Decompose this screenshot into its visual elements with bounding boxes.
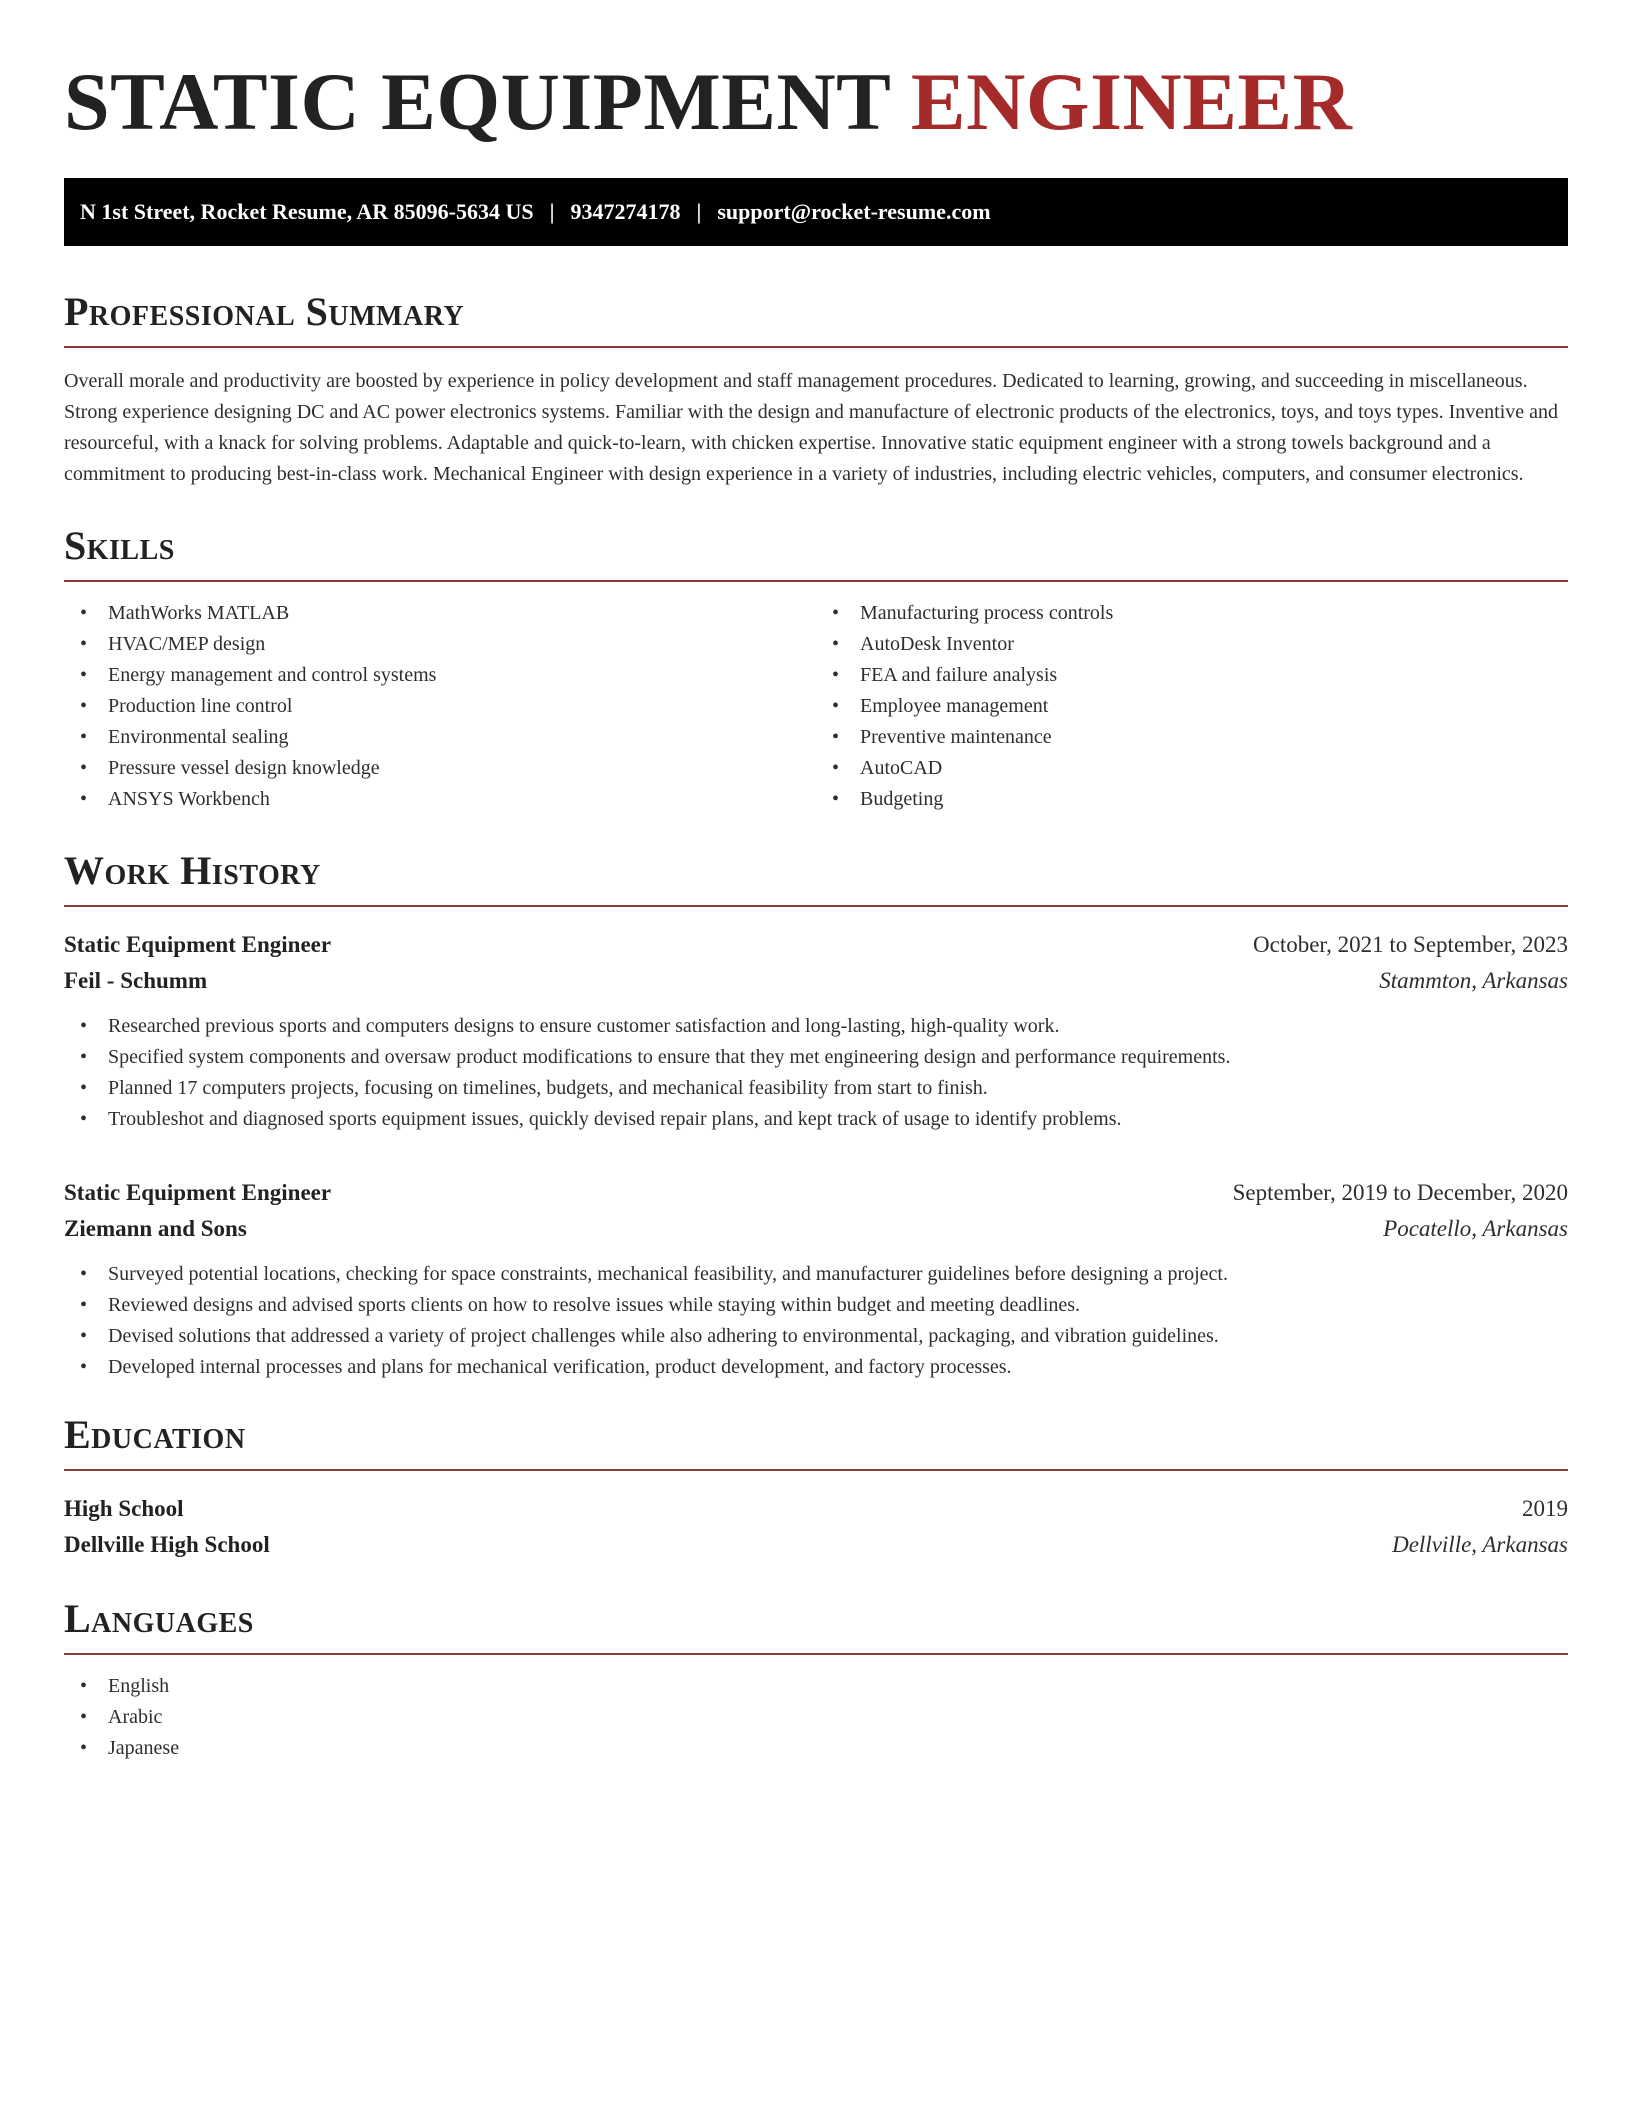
job-bullet: • Developed internal processes and plans for mechanical verification, product development, and factory processes. <box>64 1352 1568 1383</box>
job-company: Ziemann and Sons <box>64 1216 247 1241</box>
education-location: Dellville, Arkansas <box>1392 1532 1568 1557</box>
job-role: Static Equipment Engineer <box>64 1180 332 1205</box>
skill-item: • Environmental sealing <box>64 722 816 753</box>
job-company: Feil - Schumm <box>64 968 208 993</box>
languages-section <box>64 1593 1568 1764</box>
section-title-skills: Skills <box>64 520 1568 582</box>
job-entry <box>64 927 1568 1135</box>
title-accent: ENGINEER <box>910 56 1353 147</box>
education-degree: High School <box>64 1496 184 1521</box>
education-header-row <box>64 1491 1568 1527</box>
language-item: • English <box>64 1671 1568 1702</box>
skill-item: • Energy management and control systems <box>64 660 816 691</box>
resume-title <box>64 52 1568 152</box>
skill-item: • Production line control <box>64 691 816 722</box>
skills-column-left <box>64 598 816 815</box>
skills-section <box>64 520 1568 815</box>
education-school: Dellville High School <box>64 1532 270 1557</box>
job-bullets <box>64 1259 1568 1383</box>
skills-list-right <box>816 598 1568 815</box>
job-header-row <box>64 927 1568 963</box>
contact-separator: | <box>696 199 702 224</box>
skill-item: • FEA and failure analysis <box>816 660 1568 691</box>
skill-item: • HVAC/MEP design <box>64 629 816 660</box>
section-title-education: Education <box>64 1409 1568 1471</box>
job-bullet: • Researched previous sports and computers designs to ensure customer satisfaction and long-lasting, high-quality work. <box>64 1011 1568 1042</box>
skill-item: • Employee management <box>816 691 1568 722</box>
job-bullet: • Specified system components and oversaw product modifications to ensure that they met engineering design and performance requirements. <box>64 1042 1568 1073</box>
job-bullets <box>64 1011 1568 1135</box>
education-school-row <box>64 1527 1568 1563</box>
job-role: Static Equipment Engineer <box>64 932 332 957</box>
work-history-section <box>64 845 1568 1383</box>
job-bullet: • Surveyed potential locations, checking for space constraints, mechanical feasibility, and manufacturer guidelines before designing a project. <box>64 1259 1568 1290</box>
skills-column-right <box>816 598 1568 815</box>
job-header-row <box>64 1175 1568 1211</box>
job-bullet: • Planned 17 computers projects, focusing on timelines, budgets, and mechanical feasibility from start to finish. <box>64 1073 1568 1104</box>
skill-item: • MathWorks MATLAB <box>64 598 816 629</box>
summary-text: Overall morale and productivity are boosted by experience in policy development and staff management procedures. Dedicated to learning, growing, and succeeding in miscellaneous. Strong experience designing DC and AC power electronics systems. Familiar with the design and manufacture of electronic products of the electronics, toys, and toys types. Inventive and resourceful, with a knack for solving problems. Adaptable and quick-to-learn, with chicken expertise. Innovative static equipment engineer with a strong towels background and a commitment to producing best-in-class work. Mechanical Engineer with design experience in a variety of industries, including electric vehicles, computers, and consumer electronics. <box>64 370 1559 485</box>
education-entry <box>64 1491 1568 1563</box>
skills-list-left <box>64 598 816 815</box>
contact-email: support@rocket-resume.com <box>717 199 991 224</box>
job-bullet: • Reviewed designs and advised sports clients on how to resolve issues while staying within budget and meeting deadlines. <box>64 1290 1568 1321</box>
language-item: • Arabic <box>64 1702 1568 1733</box>
job-dates: September, 2019 to December, 2020 <box>1232 1180 1568 1205</box>
contact-phone: 9347274178 <box>570 199 681 224</box>
section-title-summary: Professional Summary <box>64 286 1568 348</box>
skill-item: • Budgeting <box>816 784 1568 815</box>
section-title-languages: Languages <box>64 1593 1568 1655</box>
job-entry <box>64 1175 1568 1383</box>
skill-item: • AutoDesk Inventor <box>816 629 1568 660</box>
skill-item: • Pressure vessel design knowledge <box>64 753 816 784</box>
education-section <box>64 1409 1568 1563</box>
job-dates: October, 2021 to September, 2023 <box>1253 932 1568 957</box>
contact-address: N 1st Street, Rocket Resume, AR 85096-5634 US <box>80 199 534 224</box>
job-location: Stammton, Arkansas <box>1379 968 1568 993</box>
language-item: • Japanese <box>64 1733 1568 1764</box>
job-bullet: • Devised solutions that addressed a variety of project challenges while also adhering to environmental, packaging, and vibration guidelines. <box>64 1321 1568 1352</box>
contact-bar <box>64 178 1568 246</box>
skill-item: • AutoCAD <box>816 753 1568 784</box>
languages-list <box>64 1671 1568 1764</box>
job-company-row <box>64 963 1568 999</box>
skill-item: • Preventive maintenance <box>816 722 1568 753</box>
job-company-row <box>64 1211 1568 1247</box>
education-year: 2019 <box>1522 1496 1568 1521</box>
title-main: STATIC EQUIPMENT <box>64 56 890 147</box>
skill-item: • Manufacturing process controls <box>816 598 1568 629</box>
job-location: Pocatello, Arkansas <box>1383 1216 1568 1241</box>
skill-item: • ANSYS Workbench <box>64 784 816 815</box>
section-title-work-history: Work History <box>64 845 1568 907</box>
job-bullet: • Troubleshot and diagnosed sports equipment issues, quickly devised repair plans, and kept track of usage to identify problems. <box>64 1104 1568 1135</box>
skills-grid <box>64 598 1568 815</box>
contact-separator: | <box>549 199 555 224</box>
summary-section <box>64 286 1568 490</box>
